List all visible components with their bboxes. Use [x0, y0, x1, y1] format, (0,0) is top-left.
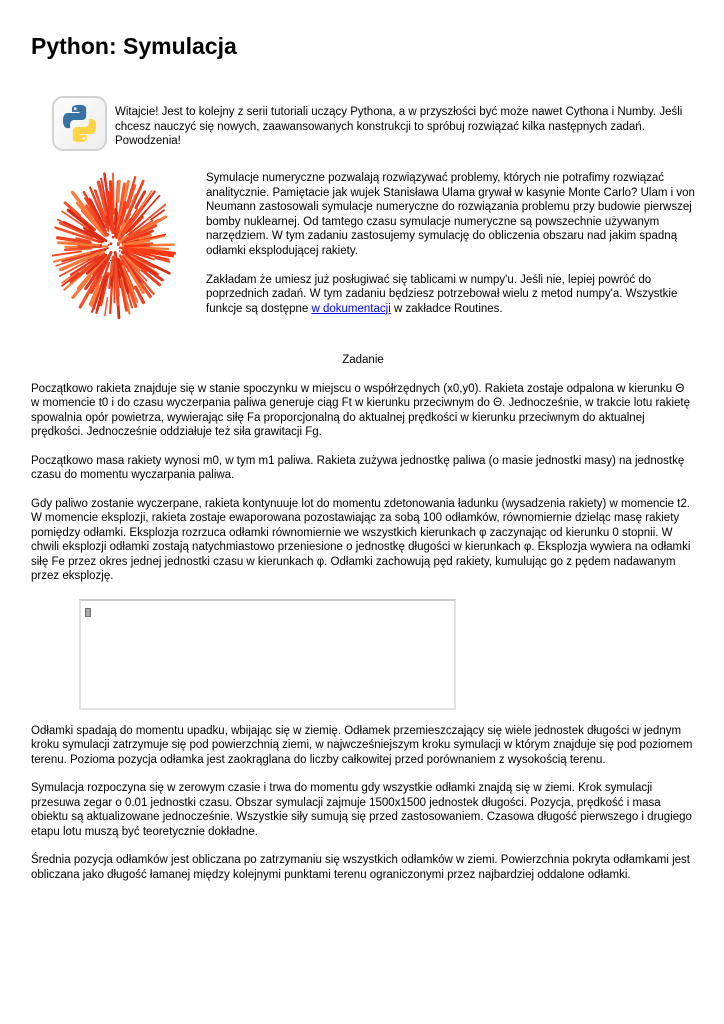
overview-paragraph-1: Symulacje numeryczne pozwalają rozwiązywać problemy, których nie potrafimy rozwiązać analitycznie. Pamiętacie jak wujek Stanisława Ulama grywał w kasynie Monte Carlo? Ulam i von Neumann zastosowali symulacje numeryczne do rozwiązania problemu przy budowie pierwszej bomby nuklearnej. Od tamtego czasu symulacje numeryczne są powszechnie używanym narzędziem. W tym zadaniu zastosujemy symulację do obliczenia obszaru nad jakim spadną odłamki eksplodującej rakiety.	[206, 172, 695, 257]
overview-section	[52, 168, 695, 329]
overview-paragraph-2-tail: w zakładce Routines.	[390, 302, 503, 315]
documentation-link[interactable]: w dokumentacji	[311, 302, 391, 315]
bottom-paragraph-2: Symulacja rozpoczyna się w zerowym czasie i trwa do momentu gdy wszystkie odłamki znajdą się w ziemi. Krok symulacji przesuwa zegar o 0.01 jednostki czasu. Obszar symulacji zajmuje 1500x1500 jednostek długości. Pozycja, prędkość i masa obiektu są aktualizowane jednocześnie. Wszystkie siły sumują się przed zastosowaniem. Czasowa długość pierwszego i drugiego etapu lotu muszą być teoretycznie dokładne.	[31, 782, 692, 838]
task-paragraph-1: Początkowo rakieta znajduje się w stanie spoczynku w miejscu o współrzędnych (x0,y0). Rakieta zostaje odpalona w kierunku Θ w momencie t0 i do czasu wyczerpania paliwa generuje ciąg Ft w kierunku przeciwnym do Θ. Jednocześnie, w trakcie lotu rakietę spowalnia opór powietrza, wywierając siłę Fa proporcjonalną do aktualnej prędkości w kierunku przeciwnym do aktualnej prędkości. Jednocześnie oddziałuje też siła grawitacji Fg.	[31, 382, 690, 438]
broken-image-icon	[85, 608, 91, 617]
bottom-paragraph-3: Średnia pozycja odłamków jest obliczana po zatrzymaniu się wszystkich odłamków w ziemi. Powierzchnia pokryta odłamkami jest obliczana jako długość łamanej między kolejnymi punktami terenu ograniczonymi przez najbardziej oddalone odłamki.	[31, 854, 690, 881]
intro-text: Witajcie! Jest to kolejny z serii tutoriali uczący Pythona, a w przyszłości być może nawet Cythona i Numby. Jeśli chcesz nauczyć się nowych, zaawansowanych konstrukcji to spróbuj rozwiązać kilka następnych zadań. Powodzenia!	[115, 106, 683, 147]
overview-paragraph-2	[206, 273, 695, 317]
overview-text	[206, 168, 695, 316]
overview-paragraph-2-text: Zakładam że umiesz już posługiwać się tablicami w numpy'u. Jeśli nie, lepiej powróć do poprzednich zadań. W tym zadaniu będziesz potrzebował wielu z metod numpy'a. Wszystkie funkcje są dostępne	[206, 273, 678, 315]
intro-note	[52, 96, 695, 151]
bottom-paragraph-1: Odłamki spadają do momentu upadku, wbijając się w ziemię. Odłamek przemieszczający się wiele jednostek długości w jednym kroku symulacji zatrzymuje się pod powierzchnią ziemi, w najwcześniejszym kroku symulacji w którym znajduje się pod poziomem terenu. Pozioma pozycja odłamka jest zaokrąglana do liczby całkowitej przed porównaniem z wysokością terenu.	[31, 724, 693, 766]
page-title: Python: Symulacja	[31, 33, 237, 59]
fireworks-image	[52, 168, 179, 329]
task-paragraph-3: Gdy paliwo zostanie wyczerpane, rakieta kontynuuje lot do momentu zdetonowania ładunku (wysadzenia rakiety) w momencie t2. W momencie eksplozji, rakieta zostaje ewaporowana pozostawiając za sobą 100 odłamków, równomiernie dzieląc masę rakiety pomiędzy odłamki. Eksplozja rozrzuca odłamki równomiernie we wszystkich kierunkach φ zaczynając od kierunku 0 stopnii. W chwili eksplozji odłamki zostają natychmiastowo przeniesione o jednostkę długości w kierunkach φ. Eksplozja wywiera na odłamki siłę Fe przez okres jednej jednostki czasu w kierunkach φ. Odłamki zachowują pęd rakiety, kumulując go z pędem nadawanym przez eksplozję.	[31, 497, 691, 582]
python-logo-icon	[52, 96, 107, 151]
image-placeholder	[79, 599, 456, 710]
task-paragraph-2: Początkowo masa rakiety wynosi m0, w tym m1 paliwa. Rakieta zużywa jednostkę paliwa (o masie jednostki masy) na jednostkę czasu do momentu wyczarpania paliwa.	[31, 454, 685, 481]
task-heading: Zadanie	[342, 354, 384, 366]
